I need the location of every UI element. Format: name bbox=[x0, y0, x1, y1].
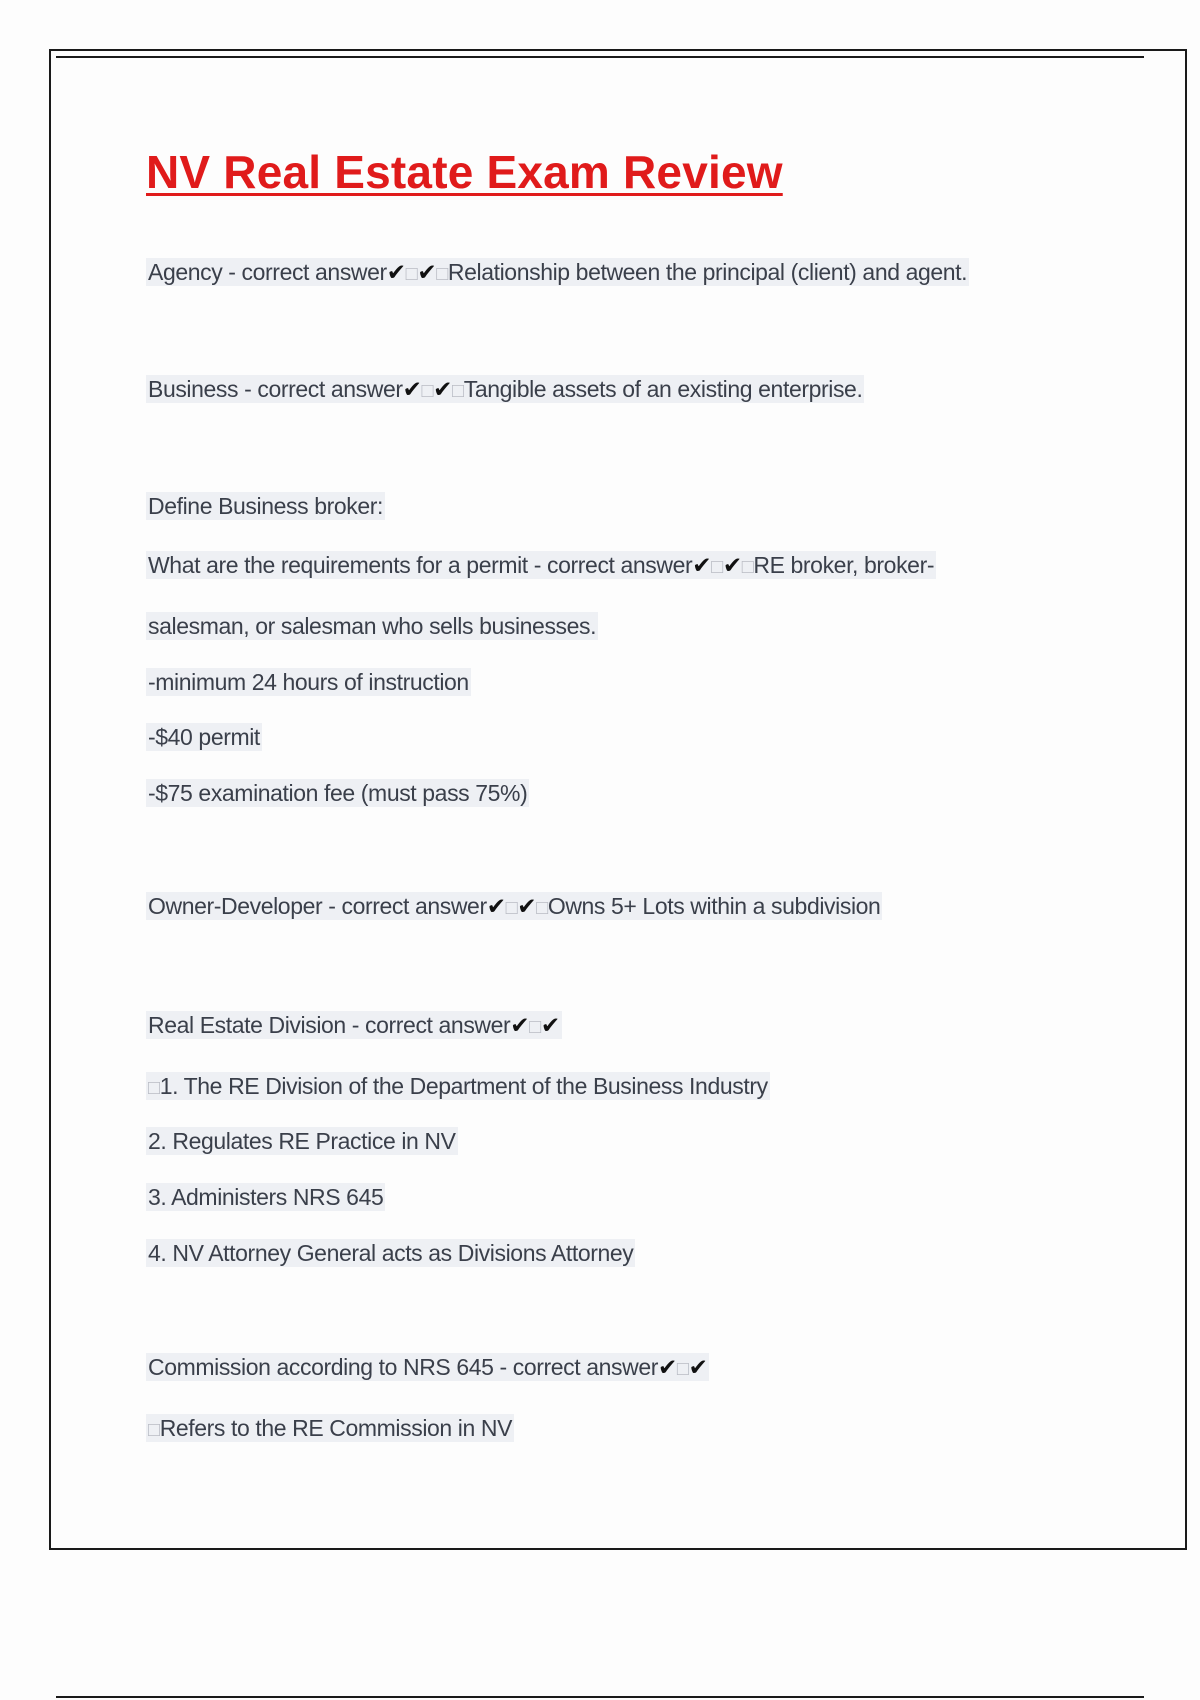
checkmark-icon: ✔ bbox=[517, 893, 537, 919]
checkmark-icon: ✔ bbox=[486, 893, 506, 919]
box-icon: □ bbox=[529, 1016, 541, 1038]
box-icon: □ bbox=[436, 263, 448, 285]
list-item bbox=[146, 1182, 385, 1212]
box-icon: □ bbox=[676, 1358, 689, 1380]
box-icon: □ bbox=[148, 1419, 160, 1441]
division-item: 1. The RE Division of the Department of the Business Industry bbox=[159, 1073, 768, 1099]
checkmark-icon: ✔ bbox=[658, 1354, 677, 1380]
box-icon: □ bbox=[536, 897, 548, 919]
term-agency: Agency - correct answer bbox=[148, 259, 387, 285]
division-item: 3. Administers NRS 645 bbox=[148, 1184, 384, 1210]
define-business-broker bbox=[146, 491, 385, 521]
box-icon: □ bbox=[405, 263, 418, 285]
entry-business-broker bbox=[146, 550, 936, 582]
box-icon: □ bbox=[711, 556, 723, 578]
top-rule bbox=[56, 56, 1144, 58]
requirement-item: -$40 permit bbox=[148, 724, 260, 750]
list-item bbox=[146, 667, 471, 697]
checkmark-icon: ✔ bbox=[692, 552, 712, 578]
list-item bbox=[146, 1238, 635, 1268]
checkmark-icon: ✔ bbox=[433, 376, 453, 402]
division-item: 4. NV Attorney General acts as Divisions Attorney bbox=[148, 1240, 634, 1266]
term-business-broker: What are the requirements for a permit - correct answer bbox=[148, 552, 693, 578]
checkmark-icon: ✔ bbox=[402, 376, 422, 402]
answer-business-broker-line1: RE broker, broker- bbox=[753, 552, 935, 578]
division-item: 2. Regulates RE Practice in NV bbox=[148, 1128, 456, 1154]
term-owner-developer: Owner-Developer - correct answer bbox=[148, 893, 487, 919]
answer-business: Tangible assets of an existing enterprise. bbox=[463, 376, 863, 402]
checkmark-icon: ✔ bbox=[722, 552, 742, 578]
list-item bbox=[146, 1071, 770, 1103]
checkmark-icon: ✔ bbox=[510, 1012, 530, 1038]
term-re-division: Real Estate Division - correct answer bbox=[148, 1012, 511, 1038]
list-item bbox=[146, 778, 529, 808]
box-icon: □ bbox=[421, 380, 434, 402]
checkmark-icon: ✔ bbox=[417, 259, 437, 285]
requirement-item: -$75 examination fee (must pass 75%) bbox=[148, 780, 528, 806]
checkmark-icon: ✔ bbox=[386, 259, 406, 285]
entry-business bbox=[146, 374, 864, 406]
box-icon: □ bbox=[505, 897, 518, 919]
entry-re-division bbox=[146, 1010, 562, 1042]
define-label: Define Business broker: bbox=[148, 493, 383, 519]
checkmark-icon: ✔ bbox=[540, 1012, 560, 1038]
box-icon: □ bbox=[741, 556, 754, 578]
term-business: Business - correct answer bbox=[148, 376, 403, 402]
answer-commission: Refers to the RE Commission in NV bbox=[159, 1415, 513, 1441]
box-icon: □ bbox=[148, 1077, 160, 1099]
requirement-item: -minimum 24 hours of instruction bbox=[148, 669, 469, 695]
document-title: NV Real Estate Exam Review bbox=[146, 146, 783, 198]
list-item bbox=[146, 722, 262, 752]
answer-business-broker-line2-row bbox=[146, 611, 598, 641]
answer-agency: Relationship between the principal (client) and agent. bbox=[447, 259, 968, 285]
bottom-rule bbox=[56, 1696, 1144, 1698]
answer-owner-developer: Owns 5+ Lots within a subdivision bbox=[547, 893, 881, 919]
entry-owner-developer bbox=[146, 891, 882, 923]
entry-commission bbox=[146, 1352, 709, 1384]
term-commission: Commission according to NRS 645 - correct answer bbox=[148, 1354, 658, 1380]
box-icon: □ bbox=[452, 380, 464, 402]
answer-commission-row bbox=[146, 1413, 514, 1445]
entry-agency bbox=[146, 257, 969, 289]
checkmark-icon: ✔ bbox=[688, 1354, 708, 1380]
list-item bbox=[146, 1126, 458, 1156]
answer-business-broker-line2: salesman, or salesman who sells businesses. bbox=[148, 613, 597, 639]
